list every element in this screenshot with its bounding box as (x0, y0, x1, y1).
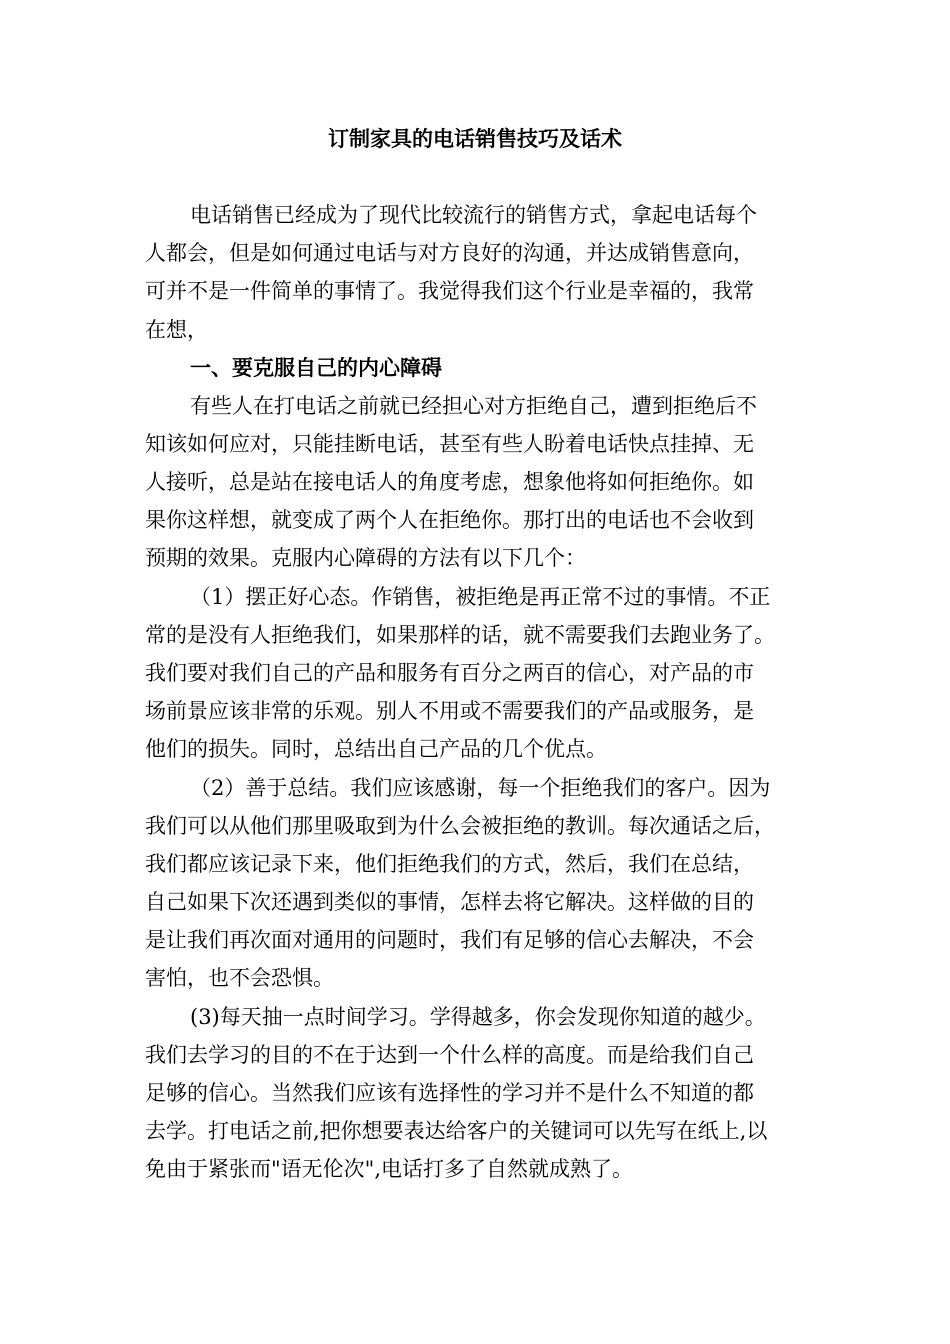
paragraph-line: （1）摆正好心态。作销售，被拒绝是再正常不过的事情。不正 (190, 585, 771, 609)
paragraph-line: 在想， (145, 318, 208, 342)
paragraph-line: 果你这样想，就变成了两个人在拒绝你。那打出的电话也不会收到 (145, 508, 754, 532)
paragraph-line: 场前景应该非常的乐观。别人不用或不需要我们的产品或服务，是 (145, 699, 754, 723)
paragraph-line: 足够的信心。当然我们应该有选择性的学习并不是什么不知道的都 (145, 1081, 754, 1105)
paragraph-line: 可并不是一件简单的事情了。我觉得我们这个行业是幸福的，我常 (145, 279, 754, 303)
paragraph-line: 有些人在打电话之前就已经担心对方拒绝自己，遭到拒绝后不 (190, 394, 757, 418)
paragraph-line: 电话销售已经成为了现代比较流行的销售方式，拿起电话每个 (190, 203, 757, 227)
paragraph-line: 常的是没有人拒绝我们，如果那样的话，就不需要我们去跑业务了。 (145, 623, 775, 647)
paragraph-line: 去学。打电话之前,把你想要表达给客户的关键词可以先写在纸上,以 (145, 1119, 768, 1143)
paragraph-line: （2）善于总结。我们应该感谢，每一个拒绝我们的客户。因为 (190, 776, 771, 800)
paragraph-line: 知该如何应对，只能挂断电话，甚至有些人盼着电话快点挂掉、无 (145, 432, 754, 456)
paragraph-line: 预期的效果。克服内心障碍的方法有以下几个： (145, 546, 586, 570)
document-title: 订制家具的电话销售技巧及话术 (328, 126, 622, 151)
paragraph-line: 自己如果下次还遇到类似的事情，怎样去将它解决。这样做的目的 (145, 890, 754, 914)
paragraph-line: 我们可以从他们那里吸取到为什么会被拒绝的教训。每次通话之后， (145, 814, 775, 838)
paragraph-line: (3)每天抽一点时间学习。学得越多，你会发现你知道的越少。 (190, 1005, 766, 1029)
paragraph-line: 我们要对我们自己的产品和服务有百分之两百的信心，对产品的市 (145, 661, 754, 685)
paragraph-line: 害怕，也不会恐惧。 (145, 966, 334, 990)
paragraph-line: 人都会，但是如何通过电话与对方良好的沟通，并达成销售意向， (145, 241, 754, 265)
paragraph-line: 人接听，总是站在接电话人的角度考虑，想象他将如何拒绝你。如 (145, 470, 754, 494)
paragraph-line: 是让我们再次面对通用的问题时，我们有足够的信心去解决，不会 (145, 928, 754, 952)
paragraph-line: 免由于紧张而"语无伦次",电话打多了自然就成熟了。 (145, 1157, 633, 1181)
paragraph-line: 他们的损失。同时，总结出自己产品的几个优点。 (145, 737, 607, 761)
paragraph-line: 我们都应该记录下来，他们拒绝我们的方式，然后，我们在总结， (145, 852, 754, 876)
paragraph-line: 我们去学习的目的不在于达到一个什么样的高度。而是给我们自己 (145, 1043, 754, 1067)
section-heading: 一、要克服自己的内心障碍 (190, 355, 442, 380)
